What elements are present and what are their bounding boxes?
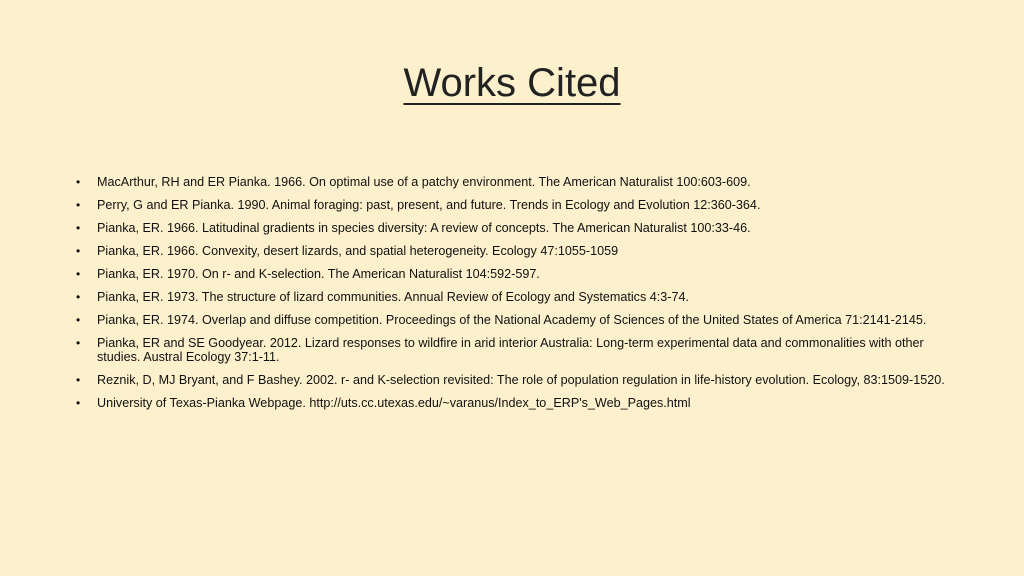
reference-item: • Pianka, ER. 1974. Overlap and diffuse competition. Proceedings of the National Academy of Sciences of the United States of America 71:2141-2145.: [76, 314, 948, 328]
reference-item: • Perry, G and ER Pianka. 1990. Animal foraging: past, present, and future. Trends in Ecology and Evolution 12:360-364.: [76, 199, 948, 213]
reference-item: • Pianka, ER. 1966. Latitudinal gradients in species diversity: A review of concepts. The American Naturalist 100:33-46.: [76, 222, 948, 236]
reference-item: • Pianka, ER. 1970. On r- and K-selection. The American Naturalist 104:592-597.: [76, 268, 948, 282]
reference-item: • Reznik, D, MJ Bryant, and F Bashey. 2002. r- and K-selection revisited: The role of population regulation in life-history evolution. Ecology, 83:1509-1520.: [76, 374, 948, 388]
reference-item: • MacArthur, RH and ER Pianka. 1966. On optimal use of a patchy environment. The American Naturalist 100:603-609.: [76, 176, 948, 190]
reference-item: • University of Texas-Pianka Webpage. http://uts.cc.utexas.edu/~varanus/Index_to_ERP's_Web_Pages.html: [76, 397, 948, 411]
slide-title: [0, 58, 1024, 108]
references-list: [76, 176, 948, 420]
slide-title-text: Works Cited: [403, 61, 621, 105]
reference-item: • Pianka, ER. 1973. The structure of lizard communities. Annual Review of Ecology and Systematics 4:3-74.: [76, 291, 948, 305]
reference-item: • Pianka, ER. 1966. Convexity, desert lizards, and spatial heterogeneity. Ecology 47:1055-1059: [76, 245, 948, 259]
reference-item: • Pianka, ER and SE Goodyear. 2012. Lizard responses to wildfire in arid interior Australia: Long-term experimental data and commonalities with other studies. Austral Ecology 37:1-11.: [76, 337, 948, 364]
